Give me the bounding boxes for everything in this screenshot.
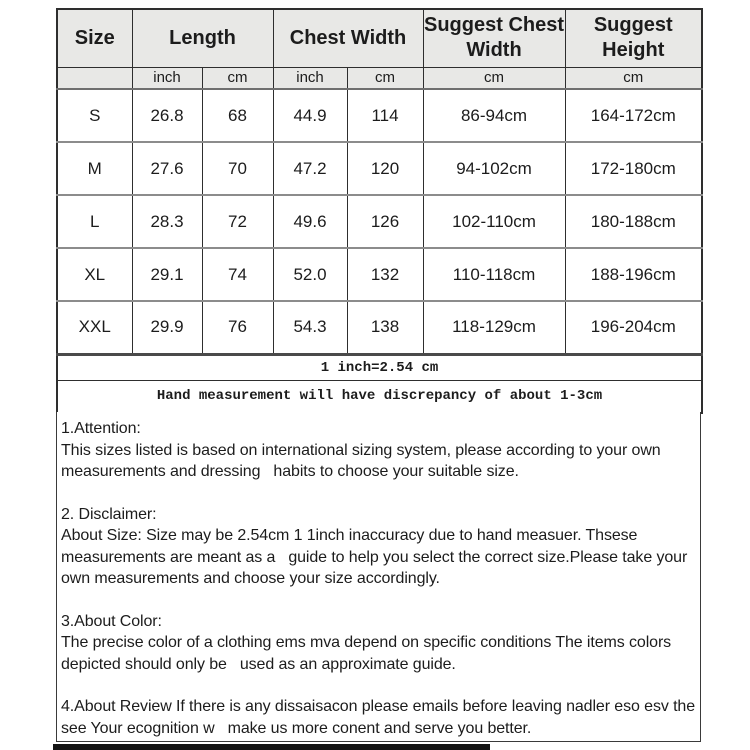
length-inch-cell: 27.6 bbox=[132, 142, 202, 195]
disclaimer-title: 2. Disclaimer: bbox=[61, 505, 157, 523]
suggest-chest-cell: 94-102cm bbox=[423, 142, 565, 195]
suggest-chest-cell: 102-110cm bbox=[423, 195, 565, 248]
suggest-chest-cell: 118-129cm bbox=[423, 301, 565, 354]
suggest-height-cell: 180-188cm bbox=[565, 195, 702, 248]
about-color-title: 3.About Color: bbox=[61, 612, 162, 630]
header-length: Length bbox=[132, 9, 273, 67]
attention-body: This sizes listed is based on international sizing system, please according to your own measurements and dressing habits to choose your suitable size. bbox=[61, 441, 665, 480]
suggest-height-cell: 188-196cm bbox=[565, 248, 702, 301]
chest-inch-cell: 52.0 bbox=[273, 248, 347, 301]
chest-cm-cell: 138 bbox=[347, 301, 423, 354]
suggest-height-cell: 172-180cm bbox=[565, 142, 702, 195]
attention-title: 1.Attention: bbox=[61, 420, 141, 437]
suggest-height-cell: 196-204cm bbox=[565, 301, 702, 354]
attention-section bbox=[61, 418, 697, 483]
chest-cm-cell: 120 bbox=[347, 142, 423, 195]
chest-cm-cell: 132 bbox=[347, 248, 423, 301]
chest-inch-cell: 47.2 bbox=[273, 142, 347, 195]
bottom-edge-bar bbox=[53, 744, 490, 750]
subheader-suggest-height-cm: cm bbox=[565, 67, 702, 89]
hand-measure-note-row bbox=[57, 380, 702, 413]
chest-inch-cell: 44.9 bbox=[273, 89, 347, 142]
size-chart-table bbox=[56, 8, 703, 414]
subheader-length-inch: inch bbox=[132, 67, 202, 89]
header-suggest-height: Suggest Height bbox=[565, 9, 702, 67]
subheader-chest-cm: cm bbox=[347, 67, 423, 89]
header-chest-width: Chest Width bbox=[273, 9, 423, 67]
disclaimer-section bbox=[61, 504, 697, 590]
size-cell: XXL bbox=[57, 301, 132, 354]
conversion-note-row bbox=[57, 354, 702, 380]
length-cm-cell: 70 bbox=[202, 142, 273, 195]
table-row-xl bbox=[57, 248, 702, 301]
hand-measure-note: Hand measurement will have discrepancy of about 1-3cm bbox=[57, 380, 702, 413]
subheader-suggest-chest-cm: cm bbox=[423, 67, 565, 89]
about-review-section bbox=[61, 696, 700, 739]
length-cm-cell: 76 bbox=[202, 301, 273, 354]
length-cm-cell: 68 bbox=[202, 89, 273, 142]
table-row-xxl bbox=[57, 301, 702, 354]
table-row-m bbox=[57, 142, 702, 195]
length-cm-cell: 72 bbox=[202, 195, 273, 248]
suggest-height-cell: 164-172cm bbox=[565, 89, 702, 142]
notes-box bbox=[56, 412, 701, 742]
suggest-chest-cell: 110-118cm bbox=[423, 248, 565, 301]
about-color-body: The precise color of a clothing ems mva depend on specific conditions The items colors depicted should only be used as an approximate guide. bbox=[61, 634, 676, 673]
table-subheader-row bbox=[57, 67, 702, 89]
chest-cm-cell: 114 bbox=[347, 89, 423, 142]
disclaimer-body: About Size: Size may be 2.54cm 1 1inch inaccuracy due to hand measuer. Thsese measurements are meant as a guide to help you select the correct size.Please take your own measurements and choose your size accordingly. bbox=[61, 527, 692, 587]
header-size: Size bbox=[57, 9, 132, 67]
length-inch-cell: 26.8 bbox=[132, 89, 202, 142]
table-row-s bbox=[57, 89, 702, 142]
subheader-length-cm: cm bbox=[202, 67, 273, 89]
chest-inch-cell: 54.3 bbox=[273, 301, 347, 354]
header-suggest-chest-width: Suggest Chest Width bbox=[423, 9, 565, 67]
size-cell: XL bbox=[57, 248, 132, 301]
chest-inch-cell: 49.6 bbox=[273, 195, 347, 248]
conversion-note: 1 inch=2.54 cm bbox=[57, 354, 702, 380]
length-inch-cell: 28.3 bbox=[132, 195, 202, 248]
about-color-section bbox=[61, 611, 697, 676]
length-inch-cell: 29.9 bbox=[132, 301, 202, 354]
size-cell: L bbox=[57, 195, 132, 248]
size-cell: M bbox=[57, 142, 132, 195]
length-inch-cell: 29.1 bbox=[132, 248, 202, 301]
about-review-body: 4.About Review If there is any dissaisacon please emails before leaving nadler eso esv the see Your ecognition w make us more conent and serve you better. bbox=[61, 698, 700, 737]
subheader-empty bbox=[57, 67, 132, 89]
size-cell: S bbox=[57, 89, 132, 142]
chest-cm-cell: 126 bbox=[347, 195, 423, 248]
subheader-chest-inch: inch bbox=[273, 67, 347, 89]
table-header-row bbox=[57, 9, 702, 67]
suggest-chest-cell: 86-94cm bbox=[423, 89, 565, 142]
length-cm-cell: 74 bbox=[202, 248, 273, 301]
table-row-l bbox=[57, 195, 702, 248]
